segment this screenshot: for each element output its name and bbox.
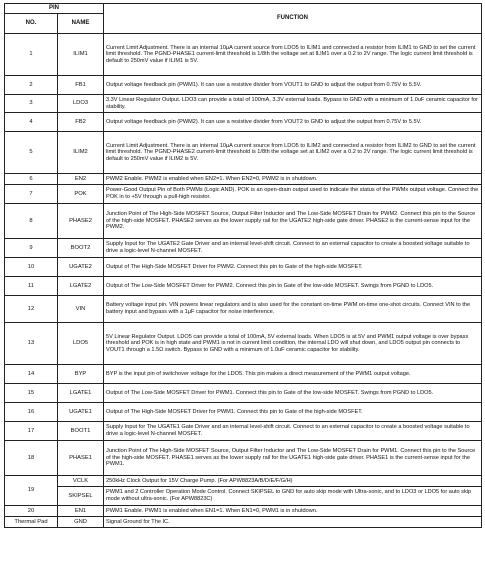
pin-number: 17 <box>5 422 58 441</box>
header-row-group <box>5 4 482 14</box>
table-row <box>5 204 482 239</box>
no-column-header: NO. <box>5 14 58 34</box>
pin-function: Junction Point of The High-Side MOSFET Source, Output Filter Inductor and The Low-Side MOSFET Drain for PWM1. Connect this pin to the Source of the high-side MOSFET. PHASE1 serves as the lower supply rail for the UGATE1 high-side gate driver. PHASE1 is the current-sense input for the PWM1. <box>104 441 482 476</box>
pin-name: EN2 <box>58 174 104 185</box>
pin-group-header: PIN <box>5 4 104 14</box>
pin-name: LGATE2 <box>58 277 104 296</box>
pin-number: 16 <box>5 403 58 422</box>
pin-function: Signal Ground for The IC. <box>104 517 482 528</box>
pin-function: PWM2 Enable. PWM2 is enabled when EN2=1. When EN2=0, PWM2 is in shutdown. <box>104 174 482 185</box>
pin-number: 11 <box>5 277 58 296</box>
pin-function: Output of The Low-Side MOSFET Driver for PWM2. Connect this pin to Gate of the low-side MOSFET. Swings from PGND to LDO5. <box>104 277 482 296</box>
pin-name: LDO3 <box>58 95 104 113</box>
pin-number: 6 <box>5 174 58 185</box>
pin-function: Output of The High-Side MOSFET Driver for PWM2. Connect this pin to Gate of the high-side MOSFET. <box>104 258 482 277</box>
table-row <box>5 76 482 95</box>
pin-number: 7 <box>5 185 58 204</box>
table-row <box>5 95 482 113</box>
pin-function: Current Limit Adjustment. There is an internal 10µA current source from LDO5 to ILIM1 and connected a resistor from ILIM1 to GND to set the current limit threshold. The PGND-PHASE1 current-limit threshold is 1/8th the voltage set at ILIM1 over a 0.2 to 2V range. The logic current limit threshold is default to 250mV value if ILIM1 is 5V. <box>104 34 482 76</box>
pin-description-table <box>4 3 482 528</box>
table-row <box>5 441 482 476</box>
pin-name: PHASE2 <box>58 204 104 239</box>
table-row <box>5 239 482 258</box>
table-row <box>5 185 482 204</box>
pin-name: GND <box>58 517 104 528</box>
table-row <box>5 403 482 422</box>
pin-function: Battery voltage input pin. VIN powers linear regulators and is also used for the constant on-time PWM on-time one-shot circuits. Connect VIN to the battery input and bypass with a 1µF capacitor for noise interference. <box>104 296 482 323</box>
pin-number: 20 <box>5 506 58 517</box>
pin-function: 5V Linear Regulator Output. LDO5 can provide a total of 100mA, 5V external loads. When LDO5 is at 5V and PWM1 output voltage is over bypass threshold and POK is in high state and PWM1 is not in current limit condition, the internal LDO will shut down, and LDO5 output pin connects to VOUT1 through a 1.5Ω switch. Bypass to GND with a minimum of 1.0uF ceramic capacitor for stability. <box>104 323 482 365</box>
pin-number: 12 <box>5 296 58 323</box>
pin-name: VCLK <box>58 476 104 487</box>
pin-number: 1 <box>5 34 58 76</box>
table-row <box>5 34 482 76</box>
table-row <box>5 258 482 277</box>
function-header: FUNCTION <box>104 4 482 34</box>
pin-function: BYP is the input pin of switchover voltage for the LDO5. This pin makes a direct measurement of the PWM1 output voltage. <box>104 365 482 384</box>
pin-name: FB2 <box>58 113 104 132</box>
pin-number: 15 <box>5 384 58 403</box>
pin-name: PHASE1 <box>58 441 104 476</box>
pin-name: LDO5 <box>58 323 104 365</box>
pin-name: UGATE2 <box>58 258 104 277</box>
pin-number: Thermal Pad <box>5 517 58 528</box>
pin-name: BYP <box>58 365 104 384</box>
pin-name: LGATE1 <box>58 384 104 403</box>
pin-function: 250kHz Clock Output for 15V Charge Pump. (For APW8823A/B/D/E/F/G/H) <box>104 476 482 487</box>
pin-number: 4 <box>5 113 58 132</box>
table-row <box>5 323 482 365</box>
pin-function: Output of The Low-Side MOSFET Driver for PWM1. Connect this pin to Gate of the low-side MOSFET. Swings from PGND to LDO5. <box>104 384 482 403</box>
pin-number: 8 <box>5 204 58 239</box>
pin-number: 13 <box>5 323 58 365</box>
table-row <box>5 277 482 296</box>
table-row <box>5 517 482 528</box>
pin-function: Output of The High-Side MOSFET Driver for PWM1. Connect this pin to Gate of the high-side MOSFET. <box>104 403 482 422</box>
pin-number: 3 <box>5 95 58 113</box>
pin-function: Output voltage feedback pin (PWM2). It can use a resistive divider from VOUT2 to GND to adjust the output from 0.75V to 5.5V. <box>104 113 482 132</box>
pin-name: ILIM1 <box>58 34 104 76</box>
pin-name: SKIPSEL <box>58 487 104 506</box>
pin-function: Supply Input for The UGATE1 Gate Driver and an internal level-shift circuit. Connect to an external capacitor to create a boosted voltage suitable to drive a logic-level N-channel MOSFET. <box>104 422 482 441</box>
table-row <box>5 384 482 403</box>
table-row <box>5 476 482 487</box>
table-row <box>5 506 482 517</box>
pin-function: PWM1 and 2 Controller Operation Mode Control. Connect SKIPSEL to GND for auto skip mode with Ultra-sonic, and to LDO3 or LDO5 for auto skip mode without ultra-sonic. (For APW8823C) <box>104 487 482 506</box>
pin-function: Supply Input for The UGATE2 Gate Driver and an internal level-shift circuit. Connect to an external capacitor to create a boosted voltage suitable to drive a logic-level N-channel MOSFET. <box>104 239 482 258</box>
table-row <box>5 487 482 506</box>
pin-number: 2 <box>5 76 58 95</box>
pin-number: 14 <box>5 365 58 384</box>
table-row <box>5 365 482 384</box>
pin-number: 18 <box>5 441 58 476</box>
pin-name: VIN <box>58 296 104 323</box>
table-row <box>5 174 482 185</box>
pin-function: Junction Point of The High-Side MOSFET Source, Output Filter Inductor and The Low-Side MOSFET Drain for PWM2. Connect this pin to the Source of the high-side MOSFET. PHASE2 serves as the lower supply rail for the UGATE2 high-side gate driver. PHASE2 is the current-sense input for the PWM2. <box>104 204 482 239</box>
pin-description-table-container <box>4 3 481 528</box>
table-row <box>5 132 482 174</box>
pin-number: 19 <box>5 476 58 506</box>
pin-name: POK <box>58 185 104 204</box>
pin-name: UGATE1 <box>58 403 104 422</box>
pin-number: 5 <box>5 132 58 174</box>
pin-name: ILIM2 <box>58 132 104 174</box>
pin-function: PWM1 Enable. PWM1 is enabled when EN1=1. When EN1=0, PWM1 is in shutdown. <box>104 506 482 517</box>
table-row <box>5 422 482 441</box>
pin-name: BOOT1 <box>58 422 104 441</box>
name-column-header: NAME <box>58 14 104 34</box>
pin-function: Power-Good Output Pin of Both PWMs (Logic AND). POK is an open-drain output used to indicate the status of the PWMx output voltage. Connect the POK in to +5V through a pull-high resistor. <box>104 185 482 204</box>
pin-name: BOOT2 <box>58 239 104 258</box>
pin-name: EN1 <box>58 506 104 517</box>
pin-function: 3.3V Linear Regulator Output. LDO3 can provide a total of 100mA, 3.3V external loads. Bypass to GND with a minimum of 1.0uF ceramic capacitor for stability. <box>104 95 482 113</box>
pin-function: Current Limit Adjustment. There is an internal 10µA current source from LDO5 to ILIM2 and connected a resistor from ILIM2 to GND to set the current limit threshold. The PGND-PHASE2 current-limit threshold is 1/8th the voltage set at ILIM2 over a 0.2 to 2V range. The logic current limit threshold is default to 250mV value if ILIM2 is 5V. <box>104 132 482 174</box>
pin-number: 9 <box>5 239 58 258</box>
pin-number: 10 <box>5 258 58 277</box>
pin-function: Output voltage feedback pin (PWM1). It can use a resistive divider from VOUT1 to GND to adjust the output from 0.75V to 5.5V. <box>104 76 482 95</box>
table-row <box>5 113 482 132</box>
table-row <box>5 296 482 323</box>
pin-name: FB1 <box>58 76 104 95</box>
